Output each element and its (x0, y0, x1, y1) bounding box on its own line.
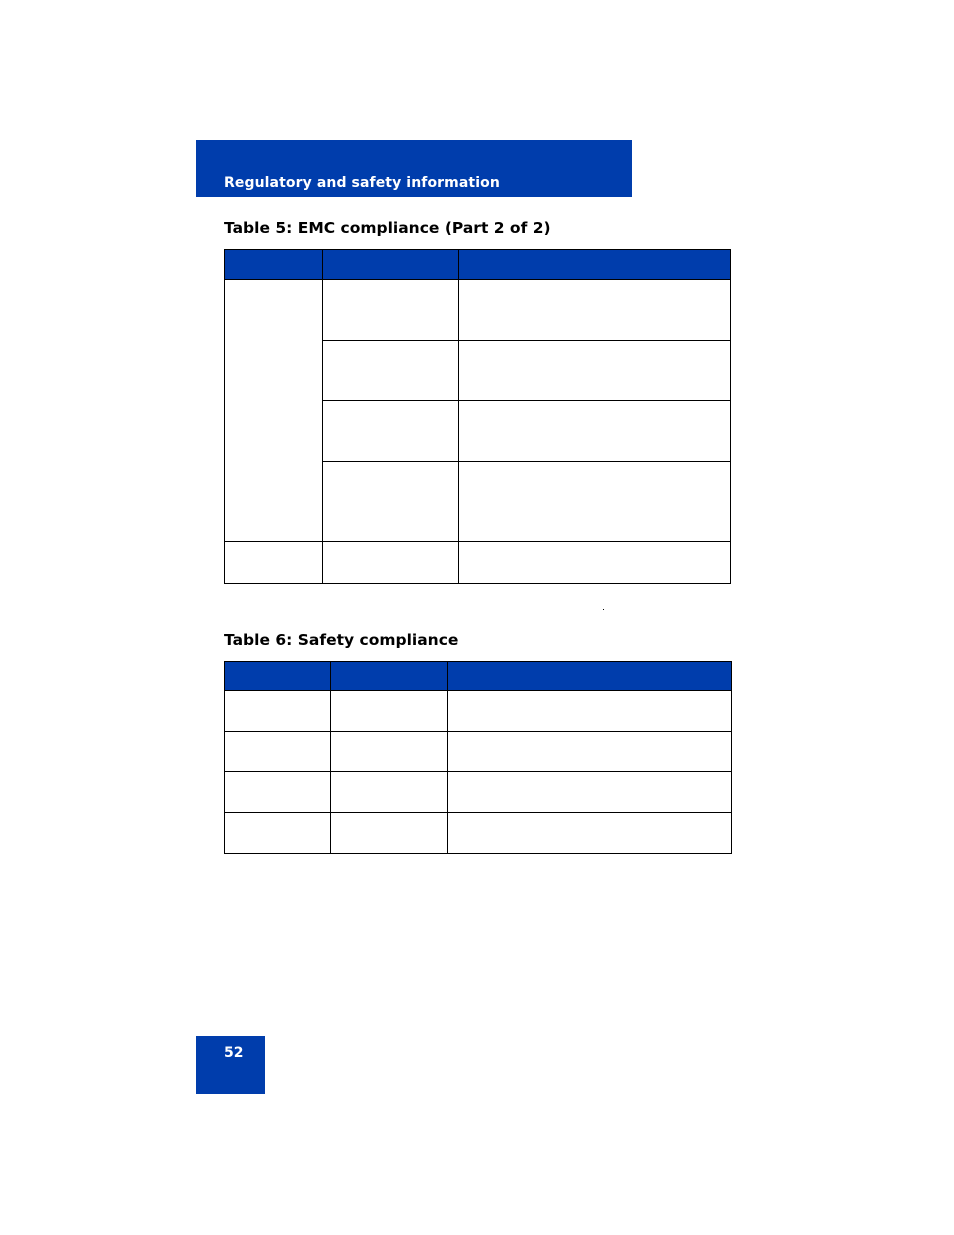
emc-compliance-table (224, 249, 731, 584)
table-cell (459, 401, 731, 462)
table-header-cell (459, 250, 731, 280)
table-cell (323, 462, 459, 542)
section-header-band (196, 140, 632, 197)
page-number-box (196, 1036, 265, 1094)
table-cell (225, 772, 331, 813)
section-title: Regulatory and safety information (224, 175, 500, 191)
table-cell (448, 813, 732, 854)
table-cell (331, 691, 448, 732)
table-cell (459, 341, 731, 401)
table-cell (323, 401, 459, 462)
table-cell (331, 772, 448, 813)
table-header-cell (331, 662, 448, 691)
page-number: 52 (224, 1045, 244, 1061)
table-row (225, 542, 731, 584)
table5-caption: Table 5: EMC compliance (Part 2 of 2) (224, 219, 551, 237)
table-cell (225, 813, 331, 854)
table-header-cell (225, 250, 323, 280)
table-header-row (225, 662, 732, 691)
table-cell (323, 542, 459, 584)
table-cell (448, 691, 732, 732)
table-cell (225, 732, 331, 772)
safety-compliance-table (224, 661, 732, 854)
table-row (225, 813, 732, 854)
table6-caption: Table 6: Safety compliance (224, 631, 459, 649)
stray-dot (603, 609, 604, 610)
table-cell (448, 732, 732, 772)
table-cell (331, 732, 448, 772)
table-cell (459, 280, 731, 341)
table-row (225, 280, 731, 341)
table-cell (225, 691, 331, 732)
table-cell (323, 280, 459, 341)
table-cell (459, 542, 731, 584)
table-cell (448, 772, 732, 813)
table-cell (459, 462, 731, 542)
table-row (225, 732, 732, 772)
table-row (225, 772, 732, 813)
table-header-row (225, 250, 731, 280)
table-cell (225, 280, 323, 542)
table-cell (323, 341, 459, 401)
table-header-cell (225, 662, 331, 691)
table-row (225, 691, 732, 732)
table-cell (331, 813, 448, 854)
table-header-cell (323, 250, 459, 280)
table-header-cell (448, 662, 732, 691)
table-cell (225, 542, 323, 584)
